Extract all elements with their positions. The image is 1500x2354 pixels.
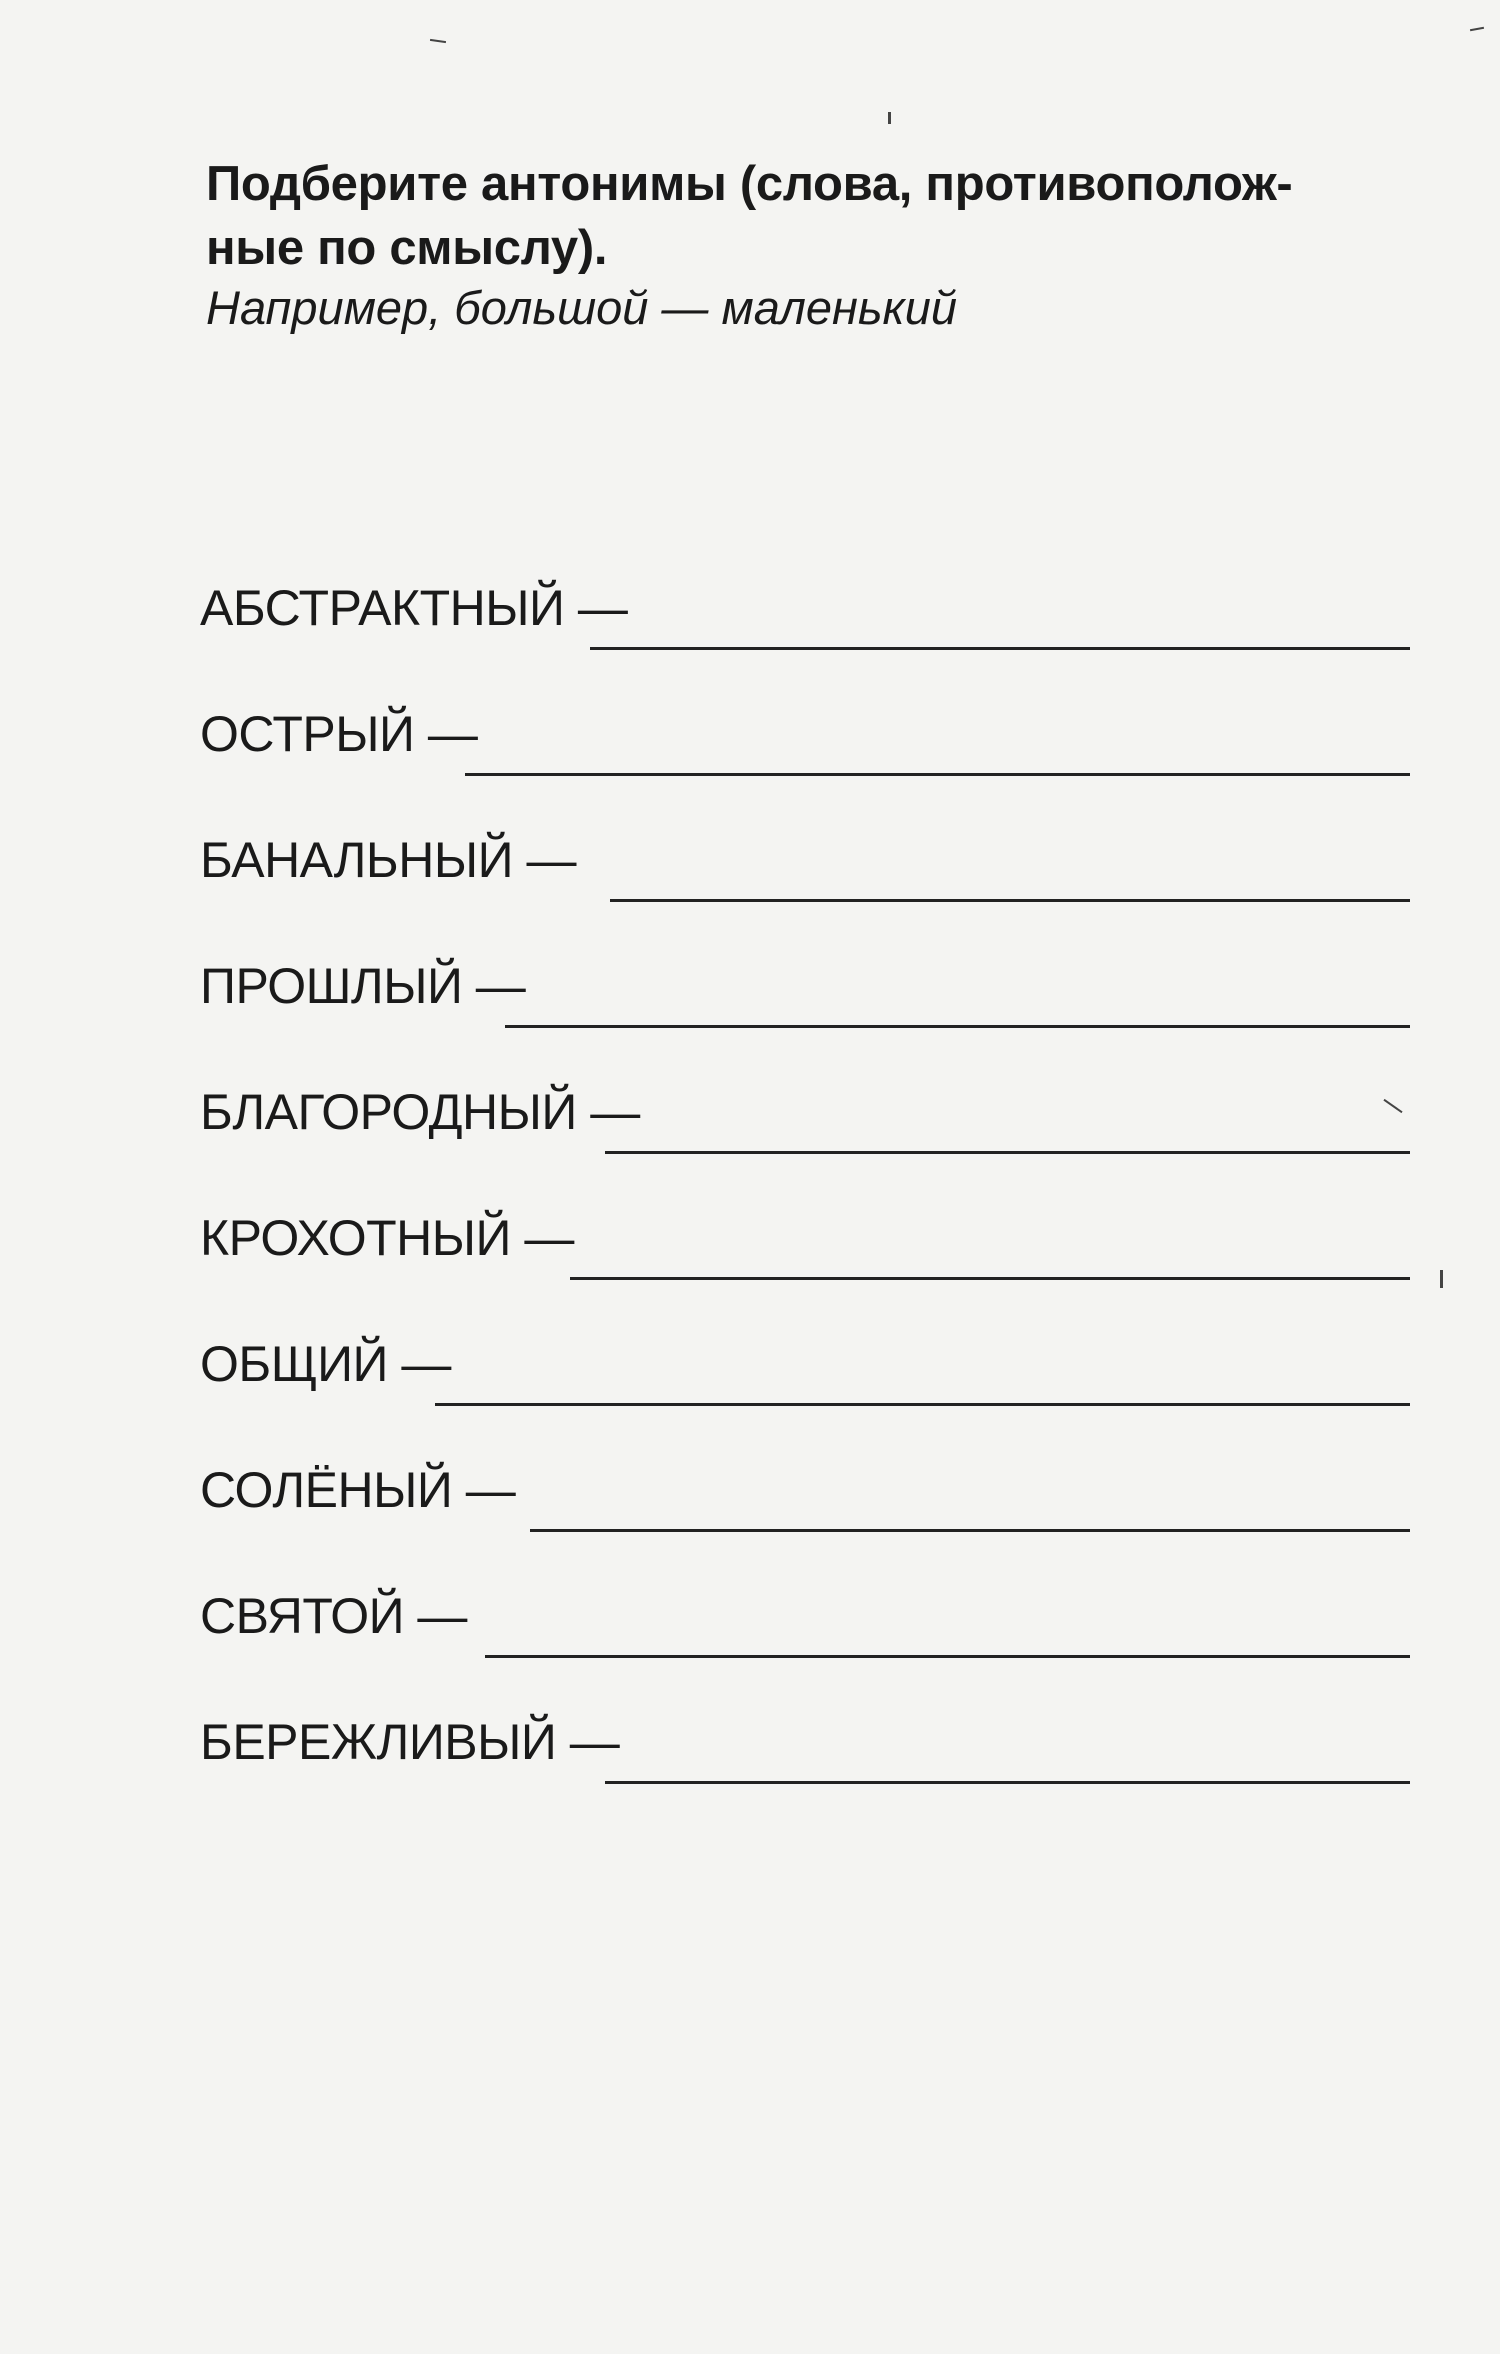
answer-line[interactable] bbox=[570, 1277, 1410, 1280]
exercise-row bbox=[200, 1588, 1410, 1658]
exercise-word: БЛАГОРОДНЫЙ — bbox=[200, 1084, 640, 1140]
exercise-row bbox=[200, 832, 1410, 902]
task-example: Например, большой — маленький bbox=[206, 281, 958, 334]
print-speck bbox=[1470, 27, 1484, 31]
exercise-row bbox=[200, 1714, 1410, 1784]
answer-line[interactable] bbox=[530, 1529, 1410, 1532]
exercise-word: СОЛЁНЫЙ — bbox=[200, 1462, 516, 1518]
exercise-row bbox=[200, 1210, 1410, 1280]
print-speck bbox=[1440, 1270, 1443, 1288]
print-speck bbox=[430, 39, 446, 43]
answer-line[interactable] bbox=[590, 647, 1410, 650]
answer-line[interactable] bbox=[605, 1781, 1410, 1784]
answer-line[interactable] bbox=[605, 1151, 1410, 1154]
answer-line[interactable] bbox=[465, 773, 1410, 776]
exercise-word: ОСТРЫЙ — bbox=[200, 706, 478, 762]
answer-line[interactable] bbox=[485, 1655, 1410, 1658]
exercise-word: КРОХОТНЫЙ — bbox=[200, 1210, 574, 1266]
exercise-word: ПРОШЛЫЙ — bbox=[200, 958, 526, 1014]
answer-line[interactable] bbox=[610, 899, 1410, 902]
exercise-word: БЕРЕЖЛИВЫЙ — bbox=[200, 1714, 620, 1770]
print-speck bbox=[888, 112, 891, 124]
exercise-row bbox=[200, 580, 1410, 650]
task-instruction-line-2: ные по смыслу). bbox=[206, 221, 608, 275]
task-instruction-line-1: Подберите антонимы (слова, противополож- bbox=[206, 157, 1293, 211]
task-instruction bbox=[206, 152, 1436, 280]
exercise-row bbox=[200, 1336, 1410, 1406]
exercise-row bbox=[200, 1462, 1410, 1532]
exercise-word: СВЯТОЙ — bbox=[200, 1588, 467, 1644]
exercise-word: АБСТРАКТНЫЙ — bbox=[200, 580, 628, 636]
exercise-row bbox=[200, 1084, 1410, 1154]
exercise-row bbox=[200, 706, 1410, 776]
exercise-row bbox=[200, 958, 1410, 1028]
exercise-word: БАНАЛЬНЫЙ — bbox=[200, 832, 576, 888]
answer-line[interactable] bbox=[505, 1025, 1410, 1028]
answer-line[interactable] bbox=[435, 1403, 1410, 1406]
exercise-word: ОБЩИЙ — bbox=[200, 1336, 451, 1392]
